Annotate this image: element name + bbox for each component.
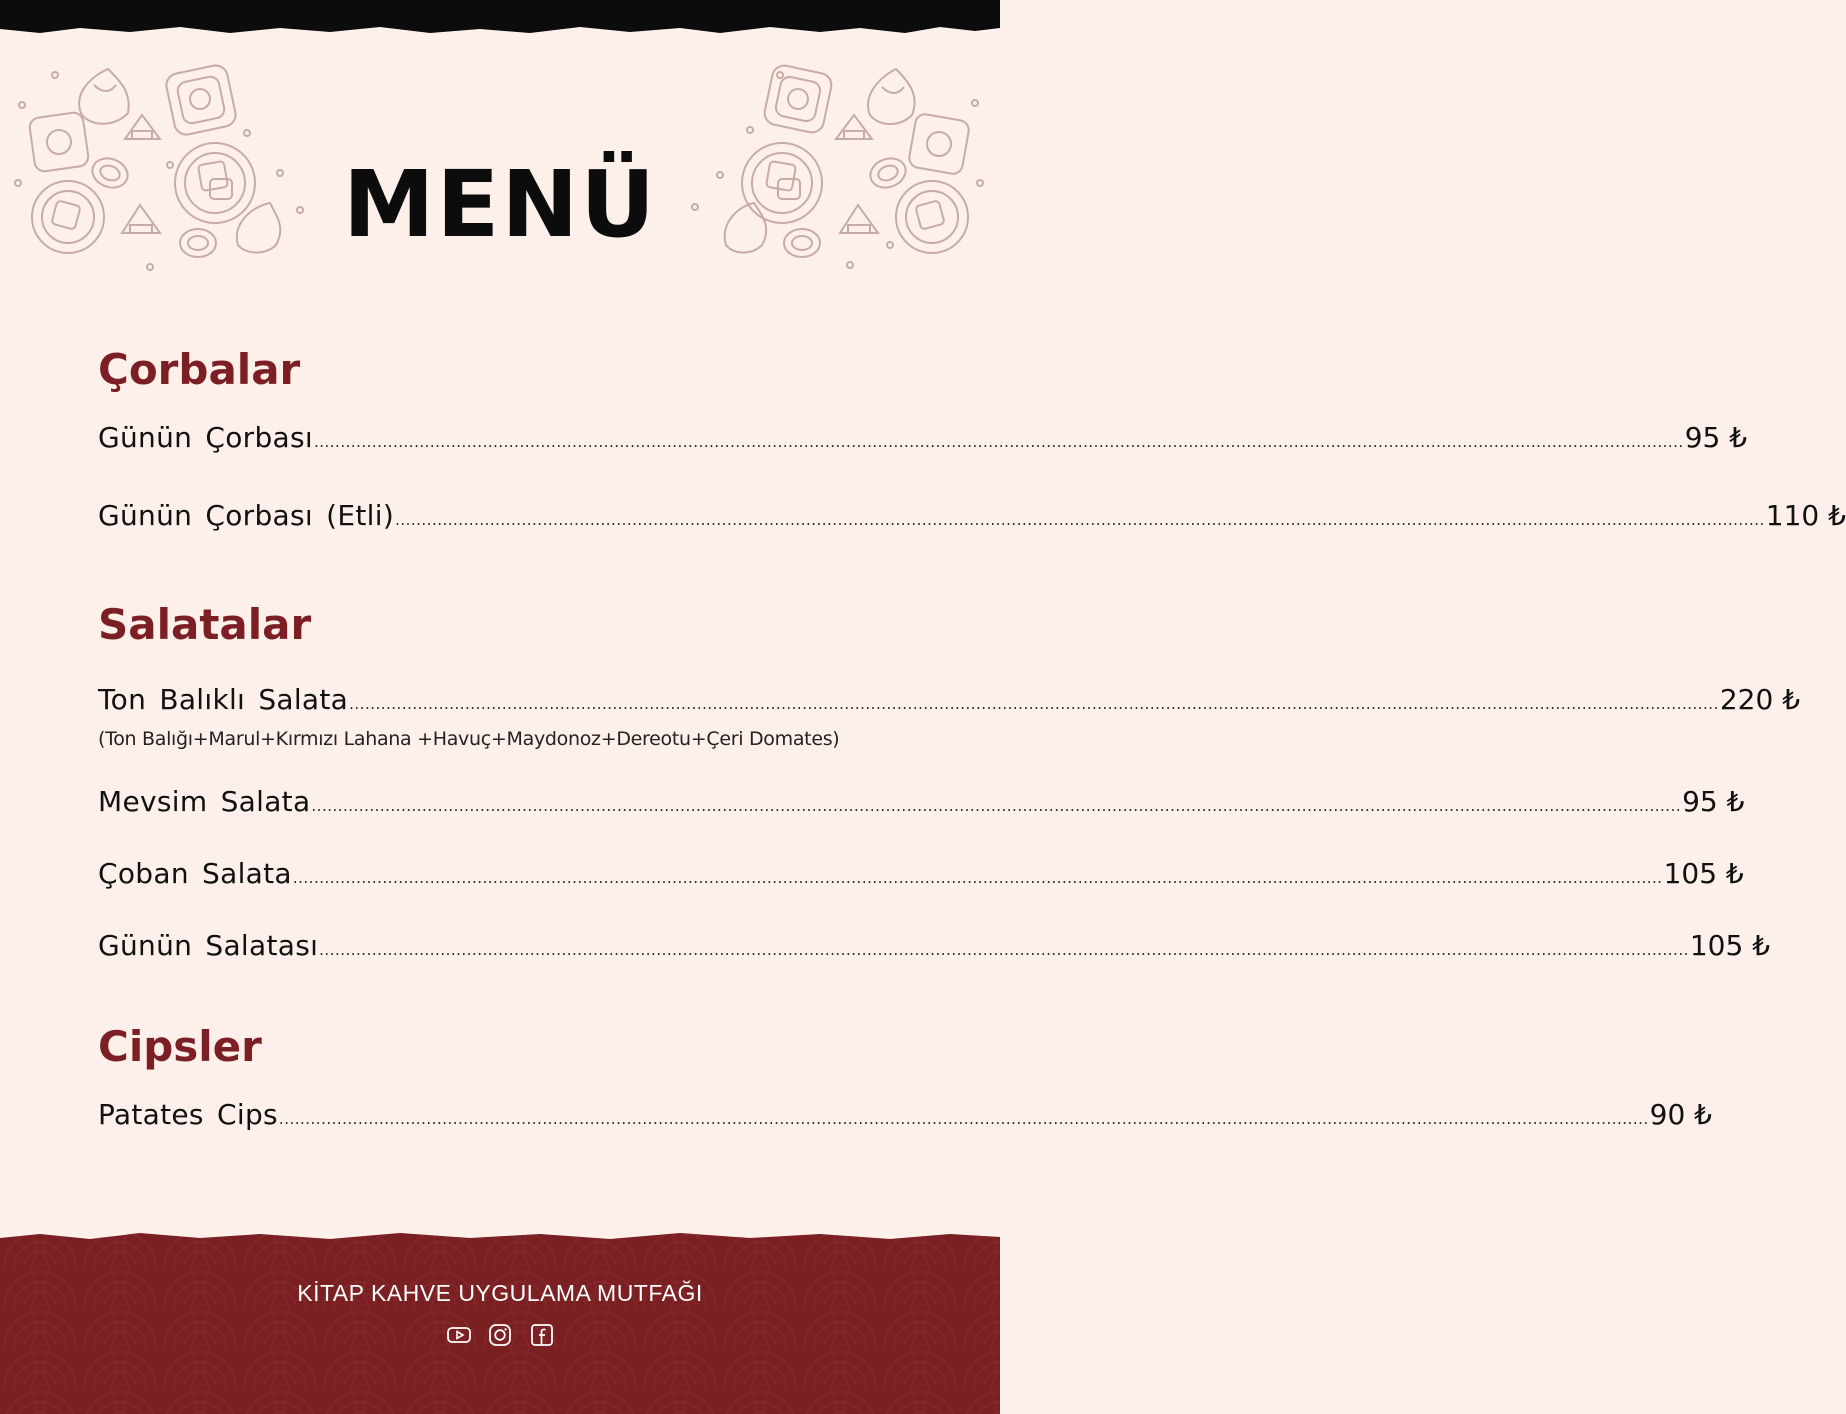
item-price: 105 ₺ xyxy=(1663,857,1744,890)
leader-dots: .................................................................................................................................................................................................................................................................... xyxy=(311,797,1682,815)
top-brush-band xyxy=(0,0,1000,40)
menu-item xyxy=(98,682,1801,722)
leader-dots: .................................................................................................................................................................................................................................................................... xyxy=(349,695,1719,713)
item-price: 90 ₺ xyxy=(1649,1098,1712,1131)
menu-item xyxy=(98,928,1771,968)
item-name: Günün Salatası xyxy=(98,929,319,962)
item-price: 220 ₺ xyxy=(1719,683,1801,716)
facebook-icon[interactable] xyxy=(529,1322,555,1348)
leader-dots: .................................................................................................................................................................................................................................................................... xyxy=(278,1110,1649,1128)
section-title-corbalar: Çorbalar xyxy=(98,345,301,394)
item-description: (Ton Balığı+Marul+Kırmızı Lahana +Havuç+Maydonoz+Dereotu+Çeri Domates) xyxy=(98,728,840,750)
youtube-icon[interactable] xyxy=(446,1322,472,1348)
menu-item xyxy=(98,784,1745,824)
menu-item xyxy=(98,420,1748,460)
menu-item xyxy=(98,1097,1712,1137)
instagram-icon[interactable] xyxy=(487,1322,513,1348)
leader-dots: .................................................................................................................................................................................................................................................................... xyxy=(313,433,1684,451)
item-name: Günün Çorbası xyxy=(98,421,313,454)
footer-band xyxy=(0,1228,1000,1414)
item-price: 95 ₺ xyxy=(1682,785,1745,818)
leader-dots: .................................................................................................................................................................................................................................................................... xyxy=(319,941,1689,959)
item-name: Mevsim Salata xyxy=(98,785,311,818)
item-name: Ton Balıklı Salata xyxy=(98,683,349,716)
item-price: 95 ₺ xyxy=(1684,421,1748,454)
section-title-salatalar: Salatalar xyxy=(98,600,312,649)
leader-dots: .................................................................................................................................................................................................................................................................... xyxy=(292,869,1663,887)
item-price: 105 ₺ xyxy=(1689,929,1771,962)
item-name: Günün Çorbası (Etli) xyxy=(98,499,395,532)
leader-dots: .................................................................................................................................................................................................................................................................... xyxy=(395,511,1765,529)
item-name: Çoban Salata xyxy=(98,857,292,890)
footer-title: KİTAP KAHVE UYGULAMA MUTFAĞI xyxy=(297,1280,703,1306)
menu-item xyxy=(98,856,1744,896)
menu-title: MENÜ xyxy=(342,151,658,258)
item-price: 110 ₺ xyxy=(1765,499,1846,532)
section-title-cipsler: Cipsler xyxy=(98,1022,262,1071)
menu-item xyxy=(98,498,1846,538)
item-name: Patates Cips xyxy=(98,1098,278,1131)
